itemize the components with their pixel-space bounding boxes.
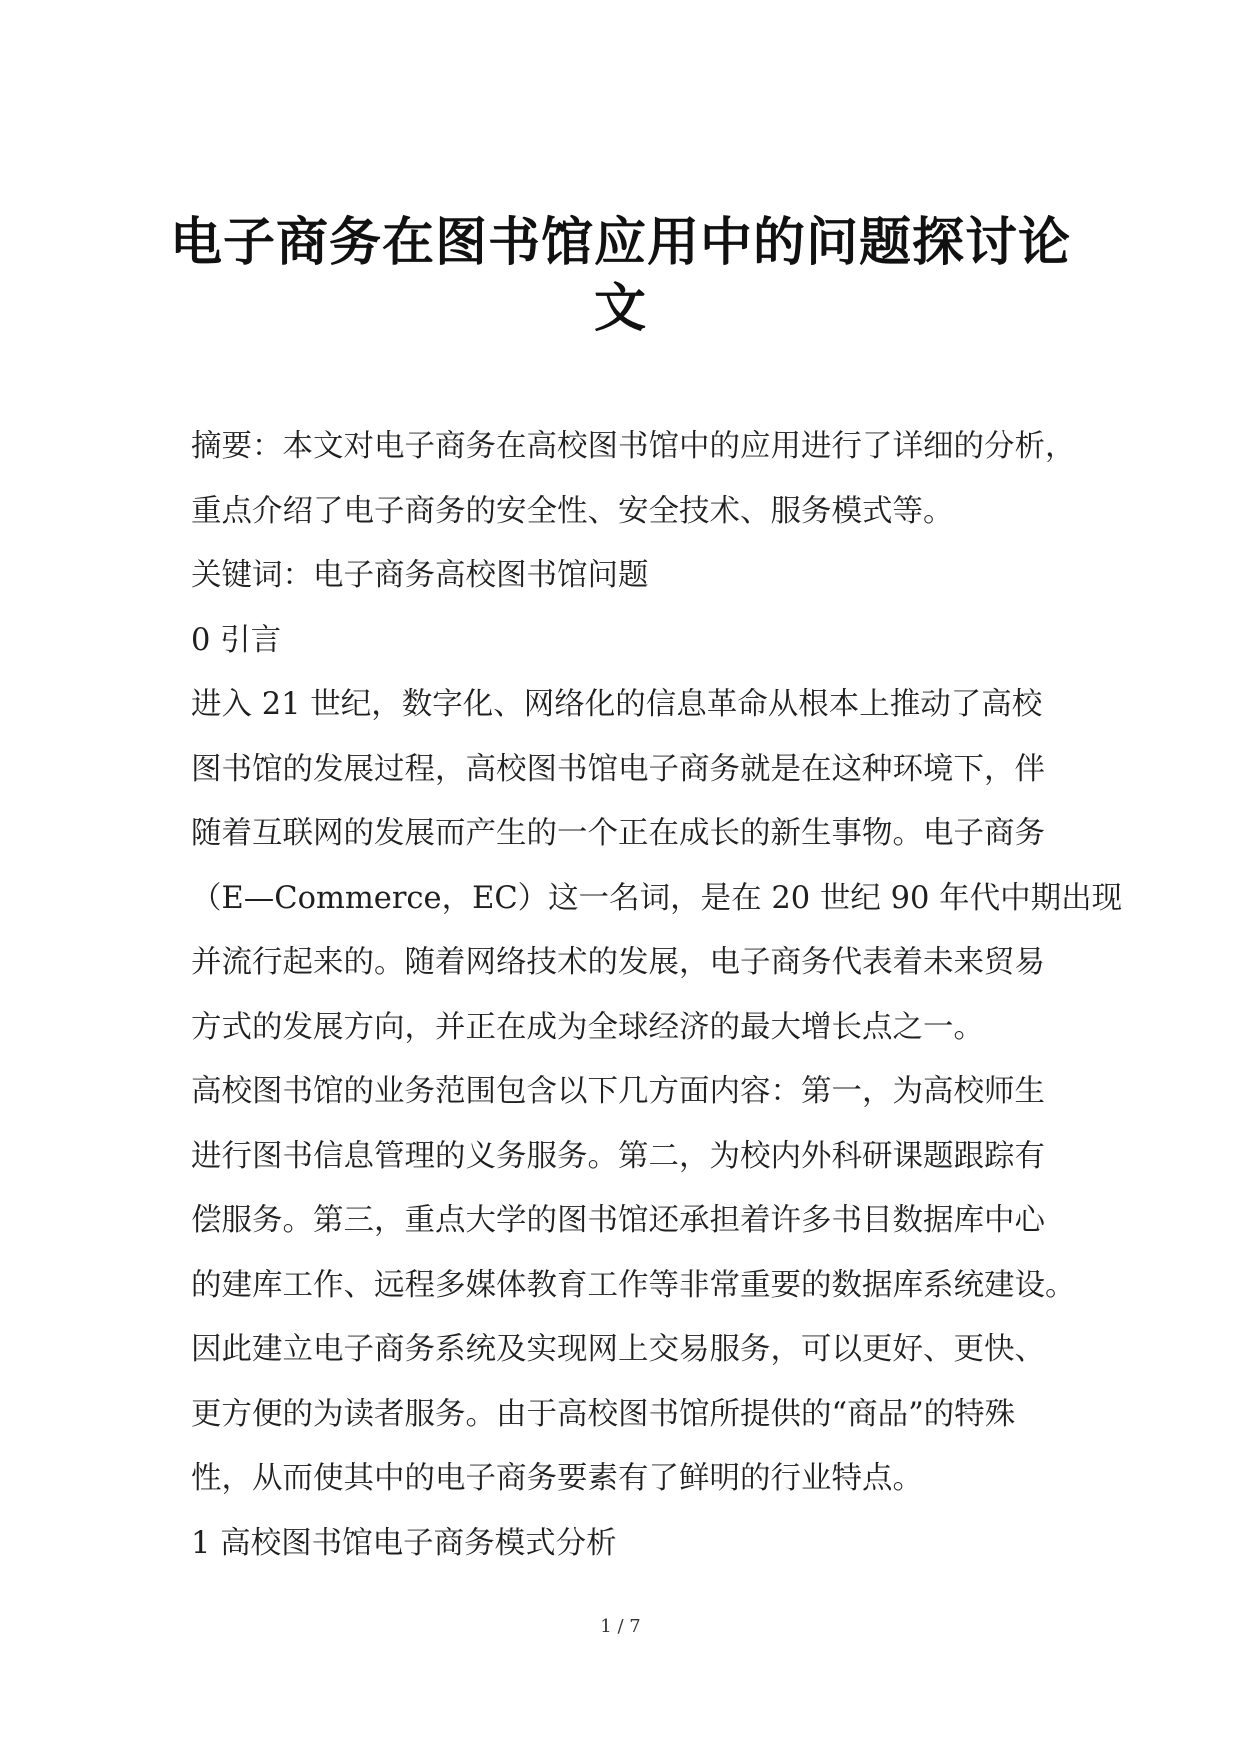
paragraph-line: 图书馆的发展过程，高校图书馆电子商务就是在这种环境下，伴 [191,751,1045,787]
paragraph-line: 并流行起来的。随着网络技术的发展，电子商务代表着未来贸易 [191,945,1045,980]
abstract-line-2: 重点介绍了电子商务的安全性、安全技术、服务模式等。 [191,493,954,529]
paragraph-line: 更方便的为读者服务。由于高校图书馆所提供的“商品”的特殊 [191,1396,1016,1432]
paragraph-line: 随着互联网的发展而产生的一个正在成长的新生事物。电子商务 [191,816,1045,851]
keywords-line: 关键词：电子商务高校图书馆问题 [191,558,649,593]
document-body [191,415,1123,1576]
section-heading-1: 1 高校图书馆电子商务模式分析 [191,1525,617,1561]
abstract-line-1: 摘要：本文对电子商务在高校图书馆中的应用进行了详细的分析， [191,429,1076,464]
paragraph-line: 进入 21 世纪，数字化、网络化的信息革命从根本上推动了高校 [191,687,1043,722]
paragraph-line: 进行图书信息管理的义务服务。第二，为校内外科研课题跟踪有 [191,1138,1045,1174]
paragraph-line: 性，从而使其中的电子商务要素有了鲜明的行业特点。 [191,1461,923,1496]
section-heading-intro: 0 引言 [191,622,282,658]
paragraph-line: 高校图书馆的业务范围包含以下几方面内容：第一，为高校师生 [191,1074,1045,1109]
title-line-2: 文 [593,279,647,339]
paragraph-line: 的建库工作、远程多媒体教育工作等非常重要的数据库系统建设。 [191,1267,1076,1303]
page-number: 1 / 7 [600,1616,641,1637]
paragraph-line: 因此建立电子商务系统及实现网上交易服务，可以更好、更快、 [191,1332,1045,1367]
title-line-1: 电子商务在图书馆应用中的问题探讨论 [169,213,1071,273]
paragraph-line: 方式的发展方向，并正在成为全球经济的最大增长点之一。 [191,1009,984,1045]
paragraph-line: （E—Commerce，EC）这一名词，是在 20 世纪 90 年代中期出现 [191,880,1123,916]
paragraph-line: 偿服务。第三，重点大学的图书馆还承担着许多书目数据库中心 [191,1203,1045,1238]
document-title [150,210,1091,342]
